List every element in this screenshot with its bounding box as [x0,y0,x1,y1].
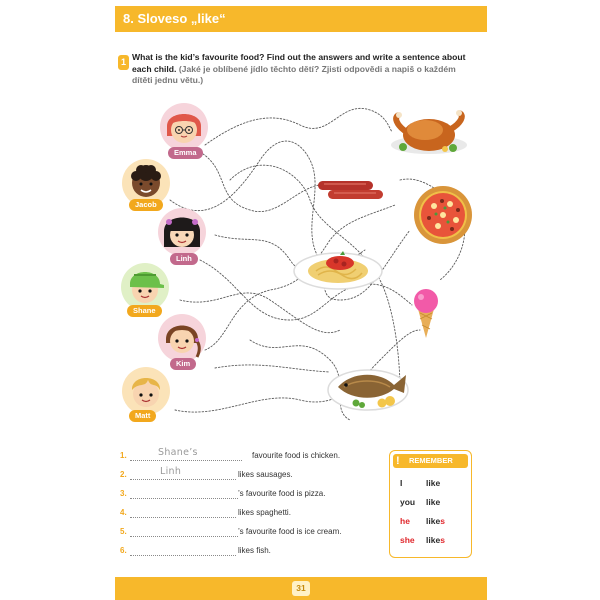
sentence-text: likes sausages. [238,470,293,479]
sentence-number: 2. [120,470,127,479]
kid-label-linh: Linh [170,253,198,265]
answer-line[interactable] [130,479,236,480]
sentence-2 [120,468,390,482]
remember-row-i [400,477,465,489]
header-band [115,6,487,32]
sentence-text: likes fish. [238,546,271,555]
task-instruction-cz: (Jaké je oblíbené jídlo těchto dětí? Zjisti odpovědi a napiš o každém dítěti jednu větu.) [132,63,456,85]
roast-chicken-icon [385,105,470,157]
sentence-4 [120,506,390,520]
kid-label-jacob: Jacob [129,199,163,211]
remember-row-he [400,515,465,527]
exclamation-icon: ! [396,455,400,467]
sentence-1 [120,449,390,463]
kid-matt [121,366,171,416]
kid-label-emma: Emma [168,147,203,159]
handwritten-answer: Shane’s [158,447,198,458]
matt-avatar-icon [121,366,171,416]
verb: likes [426,516,445,526]
sentence-number: 1. [120,451,127,460]
answer-line[interactable] [130,498,238,499]
pizza-icon [412,184,474,246]
kim-avatar-icon [157,313,207,363]
pronoun: you [400,497,416,507]
sentence-number: 3. [120,489,127,498]
answer-line[interactable] [130,517,236,518]
remember-title: REMEMBER [409,456,453,465]
answer-line[interactable] [130,460,242,461]
section-title: 8. Sloveso „like“ [123,11,226,26]
sentence-6 [120,544,390,558]
sentence-number: 4. [120,508,127,517]
page-number: 31 [292,581,310,596]
pronoun: she [400,535,415,545]
emma-avatar-icon [159,102,209,152]
sentence-text: likes spaghetti. [238,508,291,517]
remember-box [389,450,472,558]
kid-emma [159,102,209,152]
sentence-3 [120,487,390,501]
sentence-number: 5. [120,527,127,536]
verb: likes [426,535,445,545]
kid-label-matt: Matt [129,410,156,422]
remember-row-she [400,534,465,546]
task-number-badge: 1 [118,55,129,70]
verb-ending: s [440,535,445,545]
task-instruction [132,52,472,87]
spaghetti-icon [292,245,384,293]
pronoun: he [400,516,410,526]
verb: like [426,478,441,488]
fish-icon [326,357,411,415]
ice-cream-icon [410,285,442,340]
kid-label-shane: Shane [127,305,162,317]
sentence-text: favourite food is chicken. [252,451,341,460]
handwritten-answer: Linh [160,466,182,477]
verb-ending: s [440,516,445,526]
sentence-5 [120,525,390,539]
footer-band [115,577,487,600]
linh-avatar-icon [157,207,207,257]
remember-row-you [400,496,465,508]
kid-linh [157,207,207,257]
sentence-text: ’s favourite food is pizza. [238,489,326,498]
verb: like [426,497,441,507]
sentence-number: 6. [120,546,127,555]
pronoun: I [400,478,403,488]
kid-kim [157,313,207,363]
kid-label-kim: Kim [170,358,196,370]
sentence-text: ’s favourite food is ice cream. [238,527,342,536]
answer-line[interactable] [130,536,238,537]
sausages-icon [316,175,386,205]
answer-line[interactable] [130,555,236,556]
task-instruction-en: What is the kid’s favourite food? Find out the answers and write a sentence about each child. [132,52,466,74]
remember-header [393,454,468,468]
